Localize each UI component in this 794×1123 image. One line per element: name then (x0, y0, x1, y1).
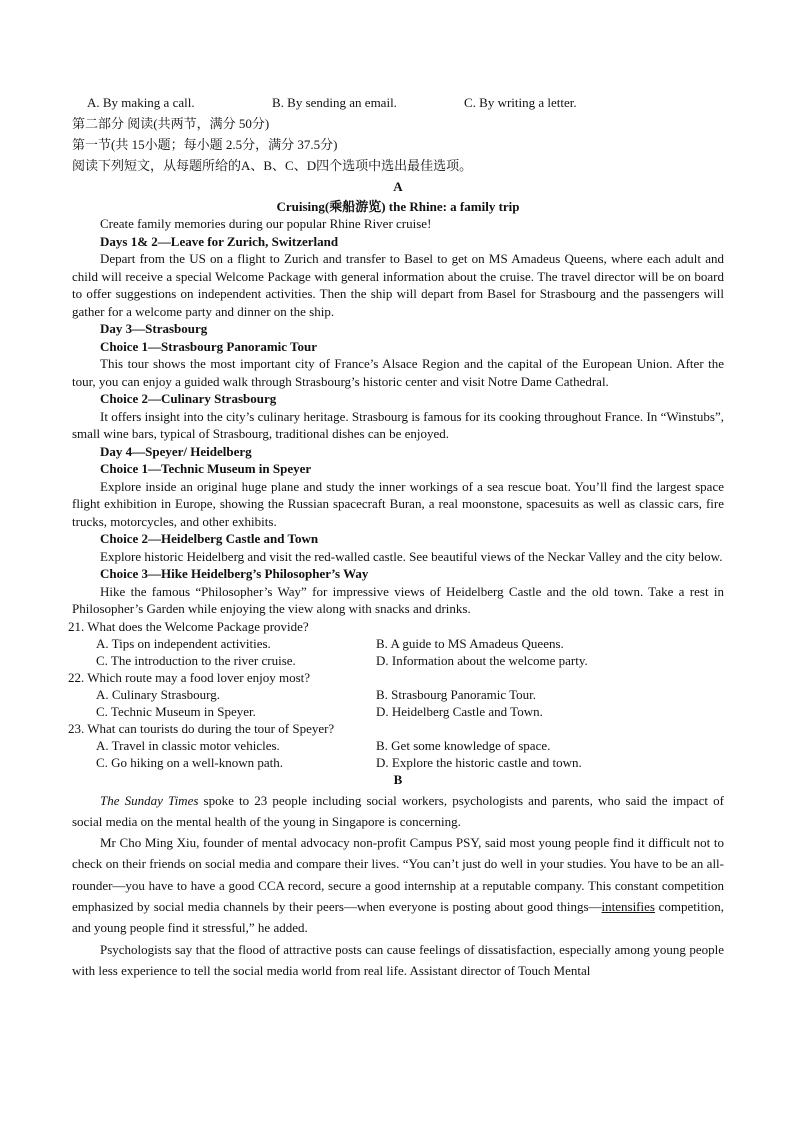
option-b: B. By sending an email. (272, 95, 397, 110)
day3-choice1-heading: Choice 1—Strasbourg Panoramic Tour (100, 338, 318, 354)
day12-heading: Days 1& 2—Leave for Zurich, Switzerland (100, 233, 339, 249)
question-23 (68, 720, 724, 771)
question-stem: 22. Which route may a food lover enjoy most? (68, 669, 311, 685)
question-options-row (68, 652, 724, 669)
day3-choice2-heading: Choice 2—Culinary Strasbourg (100, 391, 277, 406)
day12-text: Depart from the US on a flight to Zurich and transfer to Basel to get on MS Amadeus Queens, where each adult and child will receive a special Welcome Package with general information about the cruise. The travel director will be on board to offer suggestions on independent activities. Then the ship will depart from Basel for Strasbourg and the passengers will gather for a welcome party and dinner on the ship. (72, 251, 724, 319)
option-c: C. The introduction to the river cruise. (96, 652, 296, 668)
question-options-row (68, 737, 724, 754)
day4-heading: Day 4—Speyer/ Heidelberg (100, 443, 252, 459)
paragraph-text: Mr Cho Ming Xiu, founder of mental advocacy non-profit Campus PSY, said most young people find it difficult not to check on their friends on social media and compare their lives. “You can’t just do well in your studies. You have to be an all-rounder—you have to have a good CCA record, secure a good internship at a reputable company. This constant competition emphasized by social media channels by their peers—when everyone is posting about good things— (72, 835, 724, 914)
exam-page (68, 94, 724, 981)
passage-b-letter: B (393, 771, 403, 787)
option-a: A. Tips on independent activities. (96, 635, 271, 651)
option-c: C. Go hiking on a well-known path. (96, 754, 284, 770)
question-21 (68, 618, 724, 669)
option-d: D. Information about the welcome party. (376, 652, 588, 668)
day3-choice2-text: It offers insight into the city’s culinary heritage. Strasbourg is famous for its cooking throughout France. In “Winstubs”, small wine bars, typical of Strasbourg, traditional dishes can be enjoyed. (72, 408, 724, 441)
instructions: 阅读下列短文，从每题所给的A、B、C、D四个选项中选出最佳选项。 (72, 158, 473, 173)
option-d: D. Explore the historic castle and town. (376, 754, 582, 770)
option-c: C. By writing a letter. (464, 95, 577, 110)
question-22 (68, 669, 724, 720)
day3-choice1-text: This tour shows the most important city of France’s Alsace Region and the capital of the European Union. After the tour, you can enjoy a guided walk through Strasbourg’s historic center and visit Notre Dame Cathedral. (72, 356, 724, 389)
question-options-row (68, 686, 724, 703)
option-b: B. Strasbourg Panoramic Tour. (376, 686, 537, 702)
option-c: C. Technic Museum in Speyer. (96, 703, 256, 719)
question-stem: 21. What does the Welcome Package provide? (68, 618, 309, 634)
passage-a-intro: Create family memories during our popular Rhine River cruise! (100, 216, 432, 231)
newspaper-name: The Sunday Times (100, 792, 199, 808)
part-two-header: 第二部分 阅读(共两节，满分 50分) (72, 116, 270, 131)
underlined-word: intensifies (601, 898, 655, 914)
question-options-row (68, 703, 724, 720)
paragraph-text-end: competition, and young people find it stressful,” he added. (72, 898, 724, 936)
option-d: D. Heidelberg Castle and Town. (376, 703, 543, 719)
day4-choice1-text: Explore inside an original huge plane and study the inner workings of a sea rescue boat. You’ll find the largest space flight exhibition in Europe, showing the Russian spacecraft Buran, a real moonstone, spacesuits as well as classic cars, fire trucks, motorcycles, and other exhibits. (72, 478, 724, 529)
day4-choice2-text: Explore historic Heidelberg and visit the red-walled castle. See beautiful views of the Neckar Valley and the city below. (100, 548, 723, 564)
option-b: B. A guide to MS Amadeus Queens. (376, 635, 564, 651)
day4-choice1-heading: Choice 1—Technic Museum in Speyer (100, 461, 312, 476)
question-stem: 23. What can tourists do during the tour of Speyer? (68, 720, 335, 736)
passage-a-letter: A (393, 179, 403, 194)
day4-choice2-heading: Choice 2—Heidelberg Castle and Town (100, 531, 319, 546)
question-options-row (68, 754, 724, 771)
option-a: A. Travel in classic motor vehicles. (96, 737, 280, 753)
passage-a-title: Cruising(乘船游览) the Rhine: a family trip (276, 199, 520, 214)
passage-b-paragraph-2 (72, 832, 724, 938)
previous-question-options (72, 94, 724, 111)
day4-choice3-text: Hike the famous “Philosopher’s Way” for impressive views of Heidelberg Castle and the old town. Take a rest in Philosopher’s Garden while enjoying the view along with snacks and drinks. (72, 583, 724, 616)
day4-choice3-heading: Choice 3—Hike Heidelberg’s Philosopher’s Way (100, 566, 369, 581)
option-a: A. Culinary Strasbourg. (96, 686, 220, 702)
section-one-header: 第一节(共 15小题；每小题 2.5分，满分 37.5分) (72, 137, 338, 152)
day3-heading: Day 3—Strasbourg (100, 321, 208, 336)
option-a: A. By making a call. (87, 95, 195, 110)
question-options-row (68, 635, 724, 652)
passage-b-paragraph-1 (72, 790, 724, 833)
paragraph-text: spoke to 23 people including social workers, psychologists and parents, who said the impact of social media on the mental health of the young in Singapore is concerning. (72, 792, 724, 829)
option-b: B. Get some knowledge of space. (376, 737, 551, 753)
passage-b-paragraph-3: Psychologists say that the flood of attractive posts can cause feelings of dissatisfaction, especially among young people with less experience to tell the social media world from real life. Assistant director of Touch Mental (72, 941, 724, 978)
